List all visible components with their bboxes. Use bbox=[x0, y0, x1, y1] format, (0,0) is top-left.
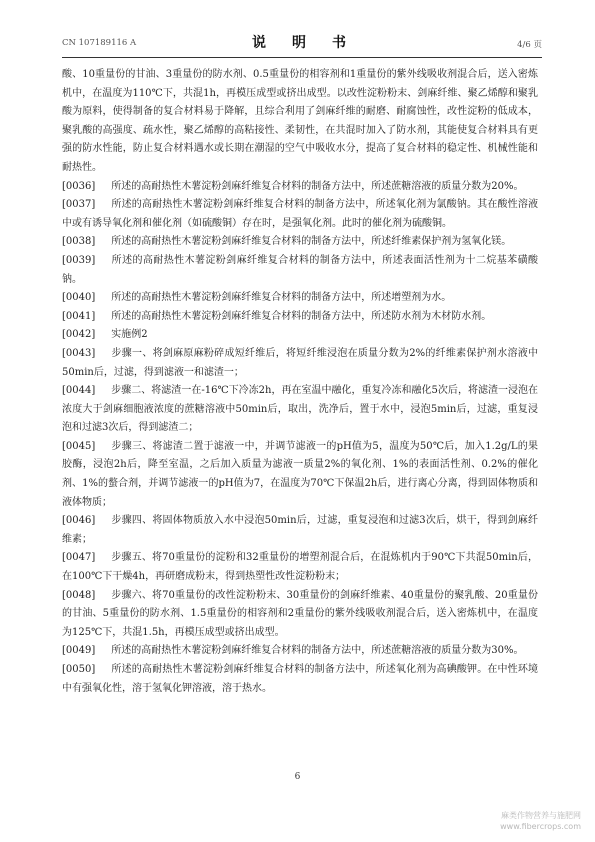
paragraph-number: [0040] bbox=[62, 292, 96, 304]
paragraph-number: [0046] bbox=[62, 515, 96, 527]
paragraph bbox=[62, 308, 538, 327]
paragraph-text: 步骤三、将滤渣二置于滤液一中，并调节滤液一的pH值为5，温度为50℃后，加入1.2g/L的果胶酶，浸泡2h后，降至室温，之后加入质量为滤液一质量2%的氧化剂、1%的表面活性剂、0.2%的催化剂、1%的螯合剂，并调节滤液一的pH值为7，在温度为70℃下保温2h后，进行离心分离，得到固体物质和液体物质； bbox=[62, 440, 538, 508]
paragraph-text: 步骤二、将滤渣一在-16℃下冷冻2h，再在室温中融化，重复冷冻和融化5次后，将滤渣一浸泡在浓度大于剑麻细胞液浓度的蔗糖溶液中50min后，取出，洗净后，置于水中，浸泡5min后，过滤，重复浸泡和过滤3次后，得到滤渣二； bbox=[62, 385, 538, 434]
paragraph bbox=[62, 587, 538, 643]
paragraph-text: 步骤四、将固体物质放入水中浸泡50min后，过滤，重复浸泡和过滤3次后，烘干，得到剑麻纤维素； bbox=[62, 515, 538, 545]
paragraph bbox=[62, 326, 538, 345]
paragraph bbox=[62, 382, 538, 438]
paragraph-text: 步骤一、将剑麻原麻粉碎成短纤维后，将短纤维浸泡在质量分数为2%的纤维素保护剂水溶液中50min后，过滤，得到滤液一和滤渣一； bbox=[62, 347, 538, 378]
paragraph-number: [0043] bbox=[62, 347, 96, 359]
watermark-line-1: 麻类作物营养与施肥网 bbox=[501, 811, 581, 820]
paragraph-text: 步骤六、将70重量份的改性淀粉粉末、30重量份的剑麻纤维素、40重量份的聚乳酸、20重量份的甘油、5重量份的防水剂、1.5重量份的相容剂和2重量份的紫外线吸收剂混合后，送入密炼机中，在温度为125℃下，共混1.5h，再模压成型或挤出成型。 bbox=[62, 589, 538, 638]
document-body bbox=[62, 66, 538, 698]
paragraph-text: 所述的高耐热性木薯淀粉剑麻纤维复合材料的制备方法中，所述表面活性剂为十二烷基苯磺酸钠。 bbox=[62, 254, 538, 285]
paragraph bbox=[62, 438, 538, 512]
paragraph-text: 实施例2 bbox=[111, 329, 148, 341]
paragraph-number: [0050] bbox=[62, 664, 96, 675]
header-rule bbox=[62, 57, 542, 58]
paragraph-number: [0045] bbox=[62, 440, 96, 452]
watermark bbox=[500, 810, 581, 832]
paragraph-number: [0039] bbox=[62, 254, 96, 266]
paragraph-number: [0037] bbox=[62, 199, 96, 211]
paragraph-number: [0049] bbox=[62, 645, 96, 657]
paragraph bbox=[62, 178, 538, 197]
paragraph bbox=[62, 345, 538, 382]
page-header bbox=[62, 32, 542, 56]
document-title: 说 明 书 bbox=[252, 35, 352, 51]
paragraph-text: 所述的高耐热性木薯淀粉剑麻纤维复合材料的制备方法中，所述蔗糖溶液的质量分数为20%。 bbox=[111, 180, 524, 192]
paragraph-text: 所述的高耐热性木薯淀粉剑麻纤维复合材料的制备方法中，所述防水剂为木材防水剂。 bbox=[111, 310, 492, 322]
page-number: 6 bbox=[294, 772, 301, 782]
paragraph-text: 所述的高耐热性木薯淀粉剑麻纤维复合材料的制备方法中，所述蔗糖溶液的质量分数为30%。 bbox=[111, 645, 524, 657]
paragraph-number: [0036] bbox=[62, 180, 96, 192]
paragraph-number: [0047] bbox=[62, 552, 96, 564]
paragraph-text: 所述的高耐热性木薯淀粉剑麻纤维复合材料的制备方法中，所述纤维素保护剂为氢氧化镁。 bbox=[111, 236, 512, 248]
paragraph bbox=[62, 549, 538, 586]
paragraph-number: [0044] bbox=[62, 385, 96, 397]
paragraph bbox=[62, 289, 538, 308]
paragraph bbox=[62, 233, 538, 252]
paragraph bbox=[62, 196, 538, 233]
paragraph bbox=[62, 252, 538, 289]
paragraph bbox=[62, 661, 538, 698]
paragraph-text: 酸、10重量份的甘油、3重量份的防水剂、0.5重量份的相容剂和1重量份的紫外线吸收剂混合后，送入密炼机中，在温度为110℃下，共混1h，再模压成型或挤出成型。以改性淀粉粉末、剑麻纤维、聚乙烯醇和聚乳酸为原料，使得制备的复合材料易于降解，且综合利用了剑麻纤维的耐磨、耐腐蚀性，改性淀粉的低成本，聚乳酸的高强度、疏水性，聚乙烯醇的高粘接性、柔韧性，在共混时加入了防水剂，其能使复合材料具有更强的防水性能，防止复合材料遇水或长期在潮湿的空气中吸收水分，提高了复合材料的稳定性、机械性能和耐热性。 bbox=[62, 69, 538, 173]
paragraph bbox=[62, 642, 538, 661]
paragraph bbox=[62, 66, 538, 178]
paragraph-text: 所述的高耐热性木薯淀粉剑麻纤维复合材料的制备方法中，所述氧化剂为氯酸钠。其在酸性溶液中或有诱导氧化剂和催化剂（如硫酸铜）存在时，是强氧化剂。此时的催化剂为硫酸铜。 bbox=[62, 199, 538, 229]
publication-number: CN 107189116 A bbox=[62, 38, 137, 48]
paragraph-text: 所述的高耐热性木薯淀粉剑麻纤维复合材料的制备方法中，所述增塑剂为水。 bbox=[111, 292, 452, 304]
watermark-line-2: www.fibercrops.com bbox=[500, 822, 581, 831]
paragraph bbox=[62, 512, 538, 549]
paragraph-text: 所述的高耐热性木薯淀粉剑麻纤维复合材料的制备方法中，所述氧化剂为高碘酸钾。在中性环境中有强氧化性，溶于氢氧化钾溶液，溶于热水。 bbox=[62, 664, 538, 694]
paragraph-number: [0038] bbox=[62, 236, 96, 248]
paragraph-text: 步骤五、将70重量份的淀粉和32重量份的增塑剂混合后，在混炼机内于90℃下共混50min后，在100℃下干燥4h，再研磨成粉末，得到热塑性改性淀粉粉末； bbox=[62, 552, 538, 583]
page-of-label: 4/6 页 bbox=[517, 40, 542, 50]
paragraph-number: [0048] bbox=[62, 589, 96, 601]
paragraph-number: [0042] bbox=[62, 329, 96, 341]
paragraph-number: [0041] bbox=[62, 310, 96, 322]
